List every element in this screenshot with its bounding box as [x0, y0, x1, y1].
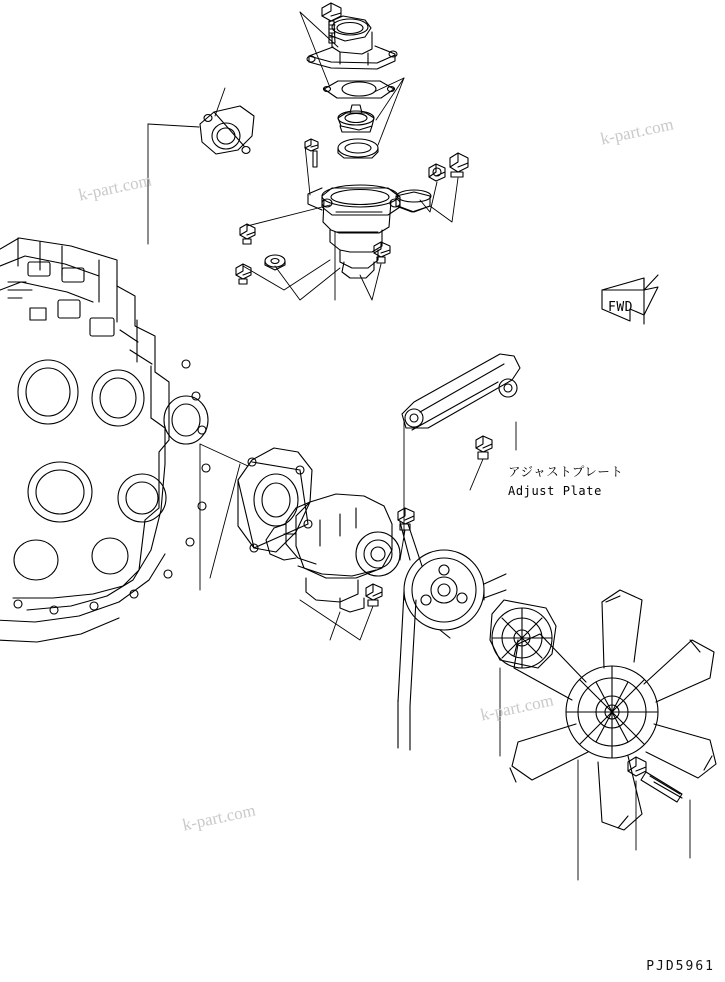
pump-pulley: [404, 550, 484, 630]
washer-lower-left: [265, 255, 285, 270]
bolt-right: [450, 153, 468, 177]
watermark: k-part.com: [76, 170, 154, 205]
bolt-lower-left-a: [240, 224, 255, 244]
pump-bolt-upper: [398, 508, 414, 530]
housing-gasket-left: [200, 106, 254, 154]
watermark: k-part.com: [478, 690, 556, 725]
fan-drive-hub: [490, 600, 556, 668]
nut-right: [429, 164, 445, 181]
water-pump-gasket: [238, 448, 312, 552]
bolt-lower-left-b: [236, 264, 251, 284]
fwd-direction-label: FWD: [608, 300, 633, 315]
thermostat: [338, 105, 374, 132]
pump-bolt-lower: [366, 584, 382, 606]
adjust-plate-label-en: Adjust Plate: [508, 484, 602, 498]
adjust-plate: [402, 354, 520, 430]
watermark: k-part.com: [598, 114, 676, 149]
cylinder-block: [0, 238, 210, 642]
thermostat-housing-cover: [307, 16, 397, 69]
thermostat-housing: [308, 185, 431, 278]
cover-gasket: [324, 81, 395, 98]
thermostat-seal-ring: [338, 139, 378, 158]
drawing-number: PJD5961: [646, 959, 715, 974]
adjust-plate-label-jp: アジャストプレート: [508, 464, 624, 479]
watermark: k-part.com: [180, 800, 258, 835]
adjust-plate-bolt: [476, 436, 492, 459]
